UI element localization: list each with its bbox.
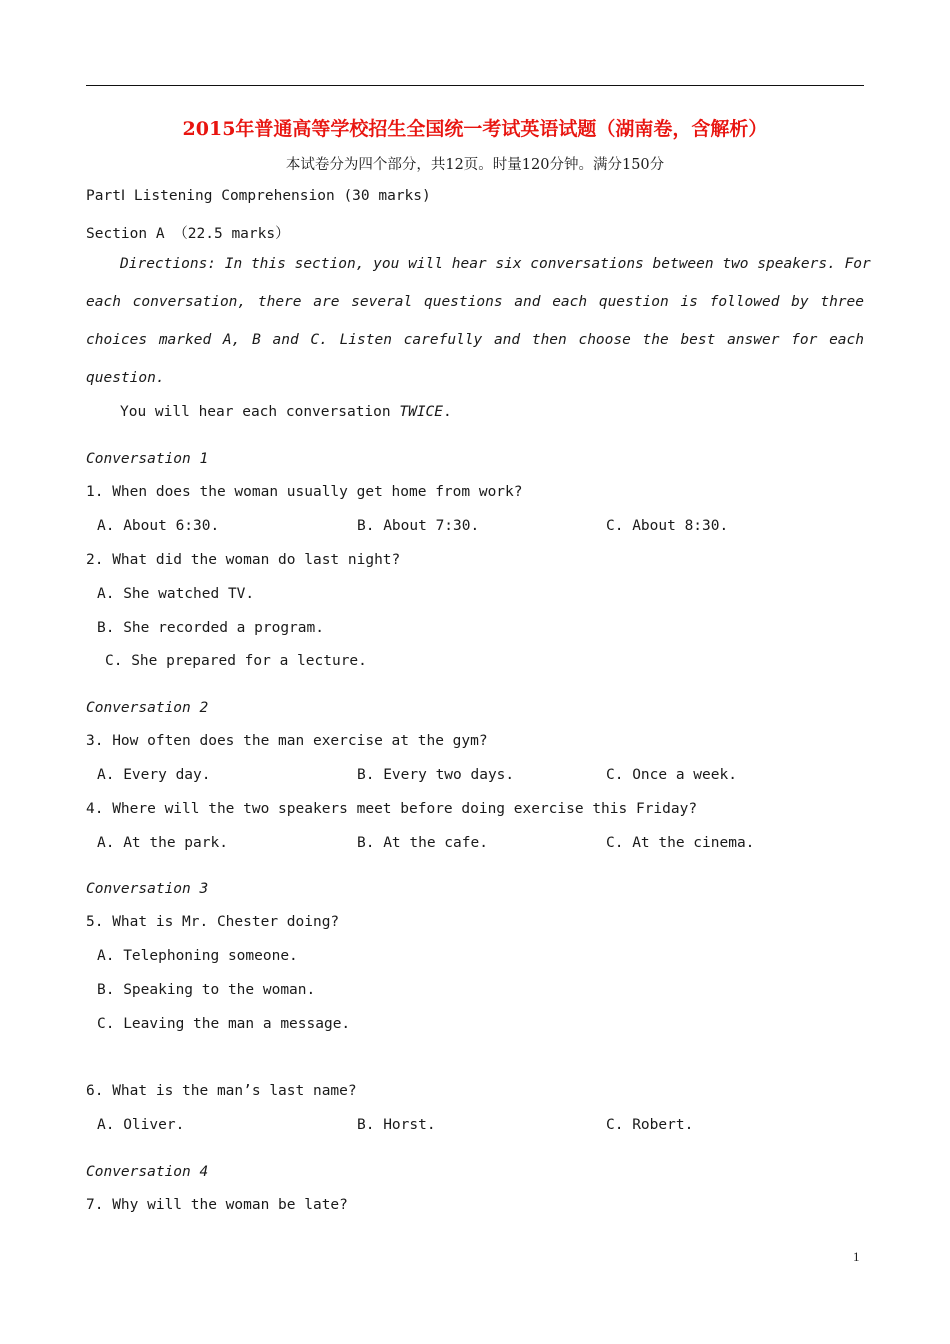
question-text: 4. Where will the two speakers meet before doing exercise this Friday? — [86, 801, 698, 817]
answer-option-c: C. She prepared for a lecture. — [105, 653, 367, 669]
conversation-label: Conversation 1 — [86, 451, 209, 467]
answer-option-b: B. At the cafe. — [357, 835, 488, 851]
directions-line-4: question. — [86, 370, 165, 386]
section-heading: Section A （22.5 marks） — [86, 226, 290, 242]
answer-option-b: B. Speaking to the woman. — [97, 982, 316, 998]
header-rule — [86, 85, 864, 86]
answer-option-b: B. She recorded a program. — [97, 620, 324, 636]
answer-option-b: B. Every two days. — [357, 767, 515, 783]
answer-option-a: A. She watched TV. — [97, 586, 255, 602]
answer-option-a: A. Telephoning someone. — [97, 948, 298, 964]
question-text: 5. What is Mr. Chester doing? — [86, 914, 340, 930]
answer-option-b: B. Horst. — [357, 1117, 436, 1133]
question-text: 6. What is the man’s last name? — [86, 1083, 357, 1099]
answer-option-a: A. Oliver. — [97, 1117, 185, 1133]
question-text: 3. How often does the man exercise at the gym? — [86, 733, 488, 749]
exam-title: 2015年普通高等学校招生全国统一考试英语试题（湖南卷，含解析） — [182, 118, 768, 140]
directions-line-2: each conversation, there are several questions and each question is followed by three — [86, 294, 864, 310]
conversation-label: Conversation 2 — [86, 700, 209, 716]
answer-option-a: A. About 6:30. — [97, 518, 220, 534]
directions-line-3: choices marked A, B and C. Listen carefully and then choose the best answer for each — [86, 332, 864, 348]
answer-option-b: B. About 7:30. — [357, 518, 480, 534]
page-number: 1 — [853, 1249, 860, 1264]
twice-note-suffix: . — [443, 404, 452, 420]
conversation-label: Conversation 4 — [86, 1164, 209, 1180]
conversation-label: Conversation 3 — [86, 881, 209, 897]
question-text: 1. When does the woman usually get home from work? — [86, 484, 523, 500]
answer-option-c: C. About 8:30. — [606, 518, 729, 534]
answer-option-c: C. Leaving the man a message. — [97, 1016, 351, 1032]
question-text: 2. What did the woman do last night? — [86, 552, 401, 568]
twice-note-prefix: You will hear each conversation — [120, 404, 400, 420]
twice-note — [120, 404, 452, 420]
answer-option-c: C. Robert. — [606, 1117, 694, 1133]
twice-note-emphasis: TWICE — [399, 404, 444, 420]
answer-option-c: C. Once a week. — [606, 767, 737, 783]
answer-option-a: A. At the park. — [97, 835, 228, 851]
directions-line-1: Directions: In this section, you will hear six conversations between two speakers. For — [120, 256, 871, 272]
question-text: 7. Why will the woman be late? — [86, 1197, 348, 1213]
part-heading: PartⅠ Listening Comprehension (30 marks) — [86, 188, 431, 204]
exam-subtitle: 本试卷分为四个部分，共12页。时量120分钟。满分150分 — [285, 157, 665, 173]
answer-option-c: C. At the cinema. — [606, 835, 755, 851]
answer-option-a: A. Every day. — [97, 767, 211, 783]
